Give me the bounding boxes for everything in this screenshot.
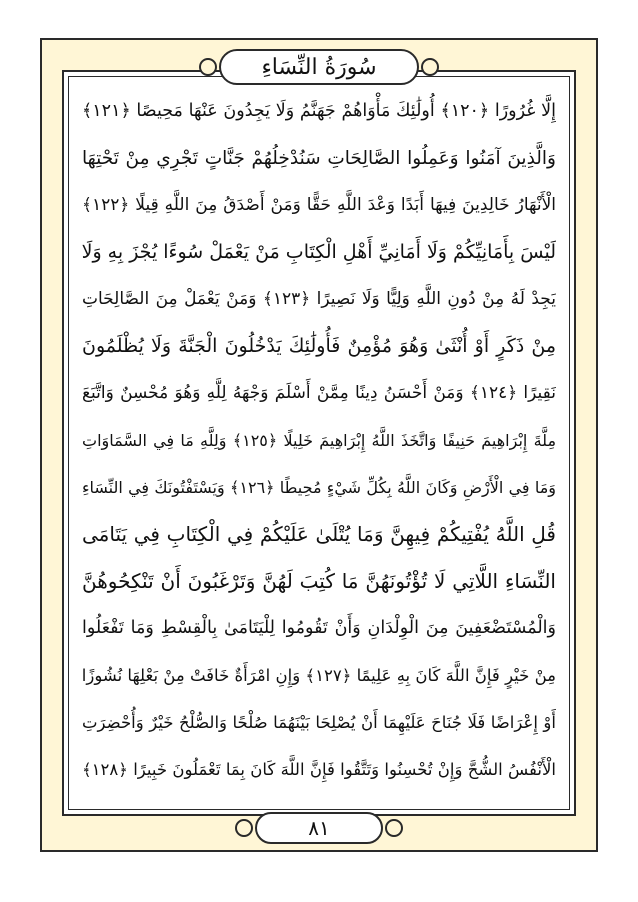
text-line [82,652,556,699]
text-line-content: وَالْمُسْتَضْعَفِينَ مِنَ الْوِلْدَانِ وَأَنْ تَقُومُوا لِلْيَتَامَىٰ بِالْقِسْطِ وَمَا تَفْعَلُوا [82,618,556,638]
page-number-cartouche [255,812,383,844]
text-line [82,229,556,276]
text-line-content: أَوْ إِعْرَاضًا فَلَا جُنَاحَ عَلَيْهِمَا أَنْ يُصْلِحَا بَيْنَهُمَا صُلْحًا وَالصُّلْحُ خَيْرٌ وَأُحْضِرَتِ [82,713,556,732]
text-line [82,746,556,793]
text-line [82,511,556,558]
text-line [82,88,556,135]
text-line-content: وَمَا فِي الْأَرْضِ وَكَانَ اللَّهُ بِكُلِّ شَيْءٍ مُحِيطًا ﴿١٢٦﴾ وَيَسْتَفْتُونَكَ فِي النِّسَاءِ [82,478,556,497]
surah-title: سُورَةُ النِّسَاءِ [261,54,377,80]
text-line [82,699,556,746]
text-line [82,276,556,323]
text-line [82,370,556,417]
text-line-content: الْأَنْفُسُ الشُّحَّ وَإِنْ تُحْسِنُوا وَتَتَّقُوا فَإِنَّ اللَّهَ كَانَ بِمَا تَعْمَلُونَ خَبِيرًا ﴿١٢٨﴾ [82,760,556,779]
surah-header-cartouche [219,49,419,85]
text-line [82,464,556,511]
page-number: ٨١ [308,816,330,840]
quran-text-block [82,88,556,800]
text-line-content: مِنْ خَيْرٍ فَإِنَّ اللَّهَ كَانَ بِهِ عَلِيمًا ﴿١٢٧﴾ وَإِنِ امْرَأَةٌ خَافَتْ مِنْ بَعْلِهَا نُشُوزًا [82,666,556,685]
text-line-content: قُلِ اللَّهُ يُفْتِيكُمْ فِيهِنَّ وَمَا يُتْلَىٰ عَلَيْكُمْ فِي الْكِتَابِ فِي يَتَامَى [82,522,556,546]
text-line-content: مِنْ ذَكَرٍ أَوْ أُنْثَىٰ وَهُوَ مُؤْمِنٌ فَأُولَٰئِكَ يَدْخُلُونَ الْجَنَّةَ وَلَا يُظْلَمُونَ [82,335,556,357]
text-line-content: يَجِدْ لَهُ مِنْ دُونِ اللَّهِ وَلِيًّا وَلَا نَصِيرًا ﴿١٢٣﴾ وَمَنْ يَعْمَلْ مِنَ الصَّالِحَاتِ [82,289,556,309]
text-line-content: لَيْسَ بِأَمَانِيِّكُمْ وَلَا أَمَانِيِّ أَهْلِ الْكِتَابِ مَنْ يَعْمَلْ سُوءًا يُجْزَ بِهِ وَلَا [82,241,556,263]
text-line-content: إِلَّا غُرُورًا ﴿١٢٠﴾ أُولَٰئِكَ مَأْوَاهُمْ جَهَنَّمُ وَلَا يَجِدُونَ عَنْهَا مَحِيصًا ﴿١٢١﴾ [82,101,556,121]
text-line [82,558,556,605]
text-line [82,323,556,370]
text-line [82,182,556,229]
text-line [82,417,556,464]
text-line-content: نَقِيرًا ﴿١٢٤﴾ وَمَنْ أَحْسَنُ دِينًا مِمَّنْ أَسْلَمَ وَجْهَهُ لِلَّهِ وَهُوَ مُحْسِنٌ وَاتَّبَعَ [82,383,556,403]
text-line-content: وَالَّذِينَ آمَنُوا وَعَمِلُوا الصَّالِحَاتِ سَنُدْخِلُهُمْ جَنَّاتٍ تَجْرِي مِنْ تَحْتِهَا [82,148,556,169]
text-line [82,135,556,182]
text-line-content: النِّسَاءِ اللَّاتِي لَا تُؤْتُونَهُنَّ مَا كُتِبَ لَهُنَّ وَتَرْغَبُونَ أَنْ تَنْكِحُوهُنَّ [82,569,556,593]
text-line-content: مِلَّةَ إِبْرَاهِيمَ حَنِيفًا وَاتَّخَذَ اللَّهُ إِبْرَاهِيمَ خَلِيلًا ﴿١٢٥﴾ وَلِلَّهِ مَا فِي السَّمَاوَاتِ [82,431,556,450]
text-line-content: الْأَنْهَارُ خَالِدِينَ فِيهَا أَبَدًا وَعْدَ اللَّهِ حَقًّا وَمَنْ أَصْدَقُ مِنَ اللَّهِ قِيلًا ﴿١٢٢﴾ [82,195,556,215]
text-line [82,605,556,652]
